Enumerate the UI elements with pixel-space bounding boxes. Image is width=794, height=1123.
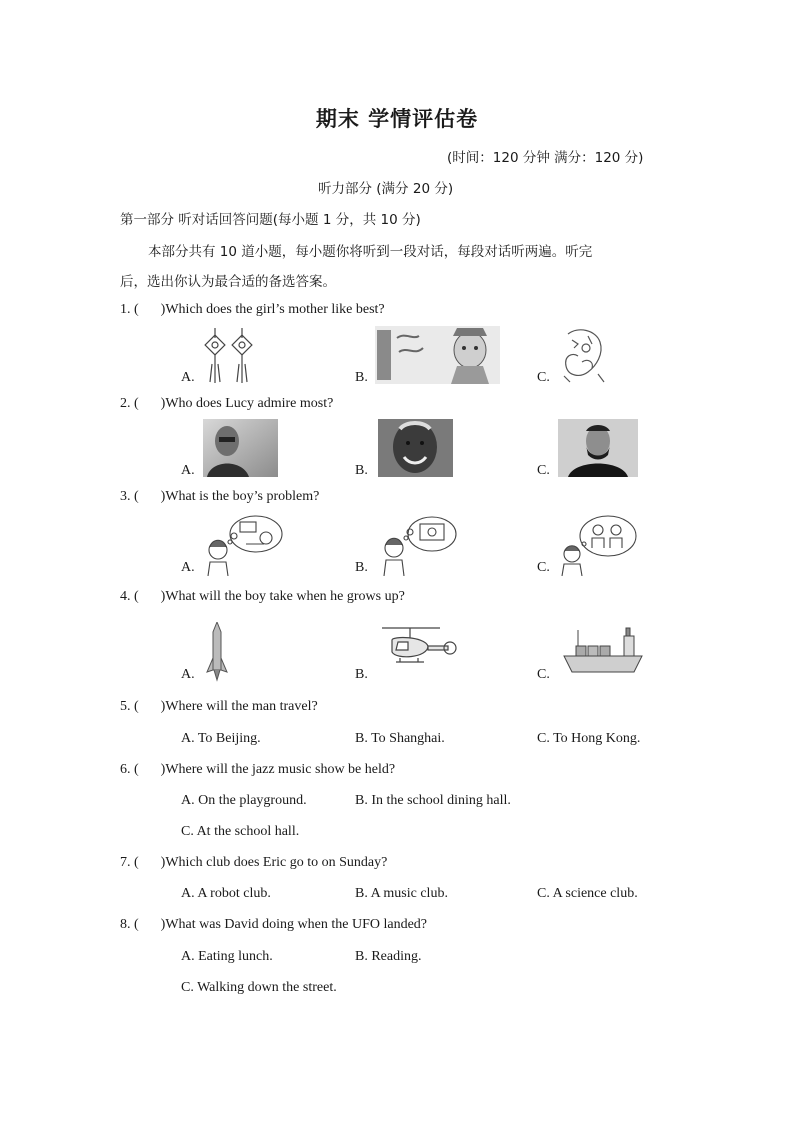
section-title: 听力部分 (满分 20 分) [318,181,454,197]
question-5: 5. ( )Where will the man travel? [120,699,318,714]
option-label[interactable]: A. [181,463,195,478]
option-label[interactable]: A. [181,667,195,682]
chinese-knot-icon [200,326,270,386]
instruction-line-2: 后，选出你认为最合适的备选答案。 [120,274,336,290]
question-number: 4. ( [120,589,139,604]
question-number: 2. ( [120,396,139,411]
option-label[interactable]: B. [355,463,368,478]
option-c[interactable]: C. At the school hall. [181,824,300,839]
portrait-smiling-man-photo [378,419,453,477]
question-number: 3. ( [120,489,139,504]
option-label[interactable]: C. [537,560,550,575]
question-6: 6. ( )Where will the jazz music show be held? [120,762,396,777]
question-7: 7. ( )Which club does Eric go to on Sunday? [120,855,388,870]
question-number: 1. ( [120,302,139,317]
question-number: 7. ( [120,855,139,870]
option-c[interactable]: C. Walking down the street. [181,980,337,995]
exam-info: (时间：120 分钟 满分：120 分) [447,150,644,166]
option-label[interactable]: B. [355,667,368,682]
instruction-line-1: 本部分共有 10 道小题，每小题你将听到一段对话，每段对话听两遍。听完 [148,244,593,260]
portrait-bearded-man-photo [558,419,638,477]
question-text: Where will the man travel? [165,699,318,714]
question-text: Where will the jazz music show be held? [165,762,396,777]
option-b[interactable]: B. A music club. [355,886,448,901]
option-c[interactable]: C. To Hong Kong. [537,731,641,746]
page-title: 期末 学情评估卷 [315,107,479,131]
option-b[interactable]: B. In the school dining hall. [355,793,511,808]
option-label[interactable]: A. [181,370,195,385]
question-3: 3. ( )What is the boy’s problem? [120,489,320,504]
option-label[interactable]: C. [537,370,550,385]
rocket-icon [204,622,230,682]
question-text: Which club does Eric go to on Sunday? [165,855,388,870]
peking-opera-icon [375,326,500,384]
option-c[interactable]: C. A science club. [537,886,638,901]
question-number: 5. ( [120,699,139,714]
part-title: 第一部分 听对话回答问题(每小题 1 分，共 10 分) [120,212,421,228]
question-1: 1. ( )Which does the girl’s mother like best? [120,302,385,317]
boy-thinking-computer-icon [380,514,458,576]
option-a[interactable]: A. Eating lunch. [181,949,273,964]
question-text: What is the boy’s problem? [165,489,320,504]
question-text: Who does Lucy admire most? [165,396,334,411]
option-label[interactable]: A. [181,560,195,575]
question-text: Which does the girl’s mother like best? [165,302,385,317]
option-label[interactable]: C. [537,667,550,682]
option-b[interactable]: B. To Shanghai. [355,731,445,746]
helicopter-icon [380,622,460,678]
option-a[interactable]: A. On the playground. [181,793,307,808]
option-a[interactable]: A. To Beijing. [181,731,261,746]
question-2: 2. ( )Who does Lucy admire most? [120,396,334,411]
portrait-old-man-photo [203,419,278,477]
option-label[interactable]: C. [537,463,550,478]
option-a[interactable]: A. A robot club. [181,886,271,901]
question-8: 8. ( )What was David doing when the UFO landed? [120,917,428,932]
question-number: 8. ( [120,917,139,932]
question-text: What will the boy take when he grows up? [165,589,405,604]
ship-icon [562,622,644,678]
boy-thinking-study-icon [204,514,284,576]
boy-thinking-friends-icon [558,514,638,576]
option-label[interactable]: B. [355,370,368,385]
option-label[interactable]: B. [355,560,368,575]
question-text: What was David doing when the UFO landed? [165,917,428,932]
question-number: 6. ( [120,762,139,777]
question-4: 4. ( )What will the boy take when he grows up? [120,589,405,604]
option-b[interactable]: B. Reading. [355,949,422,964]
paper-cutting-icon [558,326,608,384]
